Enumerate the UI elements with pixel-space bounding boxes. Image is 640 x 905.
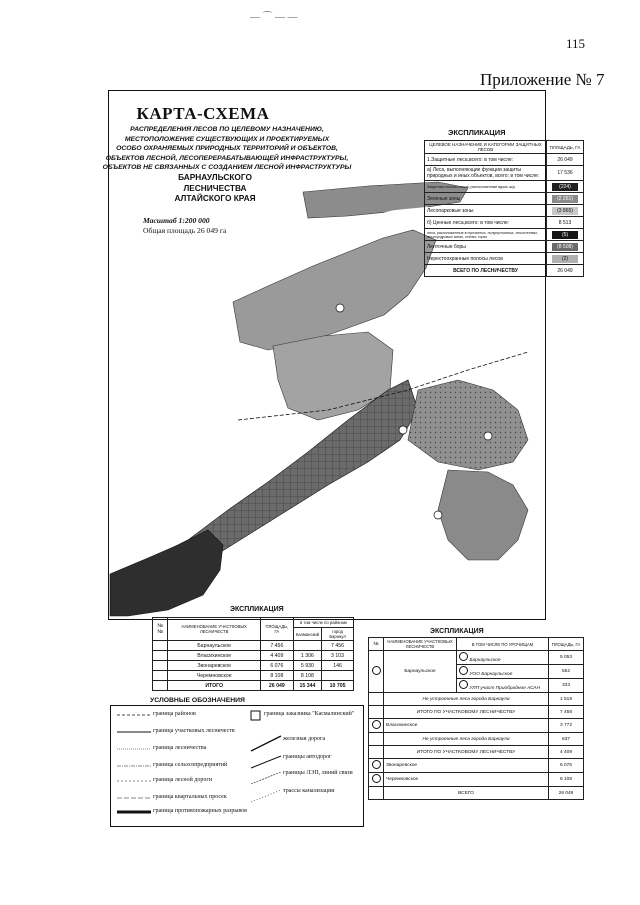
table-row: ИТОГО ПО УЧАСТКОВОМУ ЛЕСНИЧЕСТВУ 7 458 [369, 706, 584, 719]
explication-1-title: ЭКСПЛИКАЦИЯ [448, 128, 506, 137]
explication-3-table [368, 637, 584, 800]
tract-marker [459, 666, 468, 675]
block-marker [434, 511, 442, 519]
table-row: ВСЕГО ПО ЛЕСНИЧЕСТВУ 26 049 [425, 265, 584, 277]
legend-farm-border: граница сельхозпредприятий [153, 762, 228, 768]
table-row: Не устроенные леса города Барнаула 1 519 [369, 693, 584, 706]
table-header: № НАИМЕНОВАНИЕ УЧАСТКОВЫХ ЛЕСНИЧЕСТВ В ТОМ ЧИСЛЕ ПО УРОЧИЩАМ ПЛОЩАДЬ, ГА [369, 638, 584, 651]
block-marker [399, 426, 407, 434]
forestry-name: БАРНАУЛЬСКОГО ЛЕСНИЧЕСТВА АЛТАЙСКОГО КРАЯ [174, 172, 256, 203]
table-row: 1.Защитные леса,всего: в том числе: 26 049 [425, 154, 584, 166]
map-title: КАРТА-СХЕМА [136, 104, 270, 123]
district-marker [372, 774, 381, 783]
table-row: Нерестоохранные полосы лесов (2) [425, 253, 584, 265]
table-row: Черемновское 8 108 8 108 [153, 671, 354, 681]
map-scale: Масштаб 1:200 000 [143, 216, 210, 225]
table-row: УЛП участ Приобрадное АСАН 333 [369, 679, 584, 693]
table-row: б) Ценные леса,всего: в том числе: 8 513 [425, 217, 584, 229]
tract-marker [459, 680, 468, 689]
legend-power-lines: границы ЛЭП, линий связи [283, 770, 353, 776]
table-row: Власихинское 4 409 1 306 3 103 [153, 651, 354, 661]
table-row: ВСЕГО 26 049 [369, 787, 584, 800]
table-row: Черемновское 8 108 [369, 773, 584, 787]
legend-quarter-clearings: граница квартальных просек [153, 794, 227, 800]
forest-zone-southeast [438, 470, 528, 560]
table-header: Калманский город Барнаул [153, 628, 354, 641]
explication-2-table [152, 617, 354, 691]
table-row: Звонаревское 6 076 5 930 146 [153, 661, 354, 671]
district-marker [372, 720, 381, 729]
legend-sewer-routes: трассы канализации [283, 788, 335, 794]
table-row: ИТОГО ПО УЧАСТКОВОМУ ЛЕСНИЧЕСТВУ 4 409 [369, 746, 584, 759]
table-row: УОО Барнаульское 552 [369, 665, 584, 679]
map-subtitle: РАСПРЕДЕЛЕНИЯ ЛЕСОВ ПО ЦЕЛЕВОМУ НАЗНАЧЕНИЮ, МЕСТОПОЛОЖЕНИЕ СУЩЕСТВУЮЩИХ И ПРОЕКТИРУЕМЫХ ОСОБО ОХРАНЯЕМЫХ ПРИРОДНЫХ ТЕРРИТОРИЙ И ОБЪЕКТОВ, ОБЪЕКТОВ ЛЕСНОЙ, ЛЕСОПЕРЕРАБАТЫВАЮЩЕЙ ИНФРАСТРУКТУРЫ, ОБЪЕКТОВ НЕ СВЯЗАННЫХ С СОЗДАНИЕМ ЛЕСНОЙ ИНФРАСТРУКТУРЫ [102, 126, 352, 172]
appendix-label: Приложение № 7 [480, 70, 605, 89]
table-row: леса, расположенные в пустынных, полупустынных, лесостепных, лесотундровых зонах, степях, горах (5) [425, 229, 584, 241]
legend-box [110, 705, 364, 827]
legend-firebreaks: граница противопожарных разрывов [153, 808, 247, 814]
legend-railway: железная дорога [283, 736, 326, 742]
legend-forest-district-border: граница участковых лесничеств [153, 728, 235, 734]
explication-2-title: ЭКСПЛИКАЦИЯ [230, 606, 284, 613]
forest-zone-southwest [110, 530, 223, 616]
legend-forestry-border: граница лесничества [153, 745, 207, 751]
legend-reserve-border: граница заказника "Касмалинский" [264, 711, 355, 717]
table-row: Лесопарковые зоны (3 865) [425, 205, 584, 217]
table-row: Зеленые зоны (2 261) [425, 193, 584, 205]
total-area: Общая площадь 26 049 га [143, 226, 227, 235]
block-marker [336, 304, 344, 312]
table-row: а) Леса, выполняющие функции защиты природных и иных объектов, всего: в том числе: 17 536 [425, 166, 584, 181]
legend-district-border: граница районов [153, 711, 196, 717]
table-row: Барнаульское Барнаульское 5 053 [369, 651, 584, 665]
table-row: ИТОГО 26 049 15 344 10 705 [153, 681, 354, 691]
block-marker [484, 432, 492, 440]
forest-zone-central [233, 230, 436, 350]
page-number: 115 [566, 36, 586, 51]
legend-forest-road: граница лесной дороги [153, 777, 213, 783]
table-row: Не устроенные леса города Барнаула 637 [369, 733, 584, 746]
top-scribble: — ⌒ — — [250, 12, 298, 23]
district-marker [372, 666, 381, 675]
table-header: №№ НАИМЕНОВАНИЕ УЧАСТКОВЫХ ЛЕСНИЧЕСТВ ПЛОЩАДЬ, ГА в том числе по районам [153, 618, 354, 628]
table-header: ЦЕЛЕВОЕ НАЗНАЧЕНИЕ И КАТЕГОРИИ ЗАЩИТНЫХ ЛЕСОВ ПЛОЩАДЬ, ГА [425, 141, 584, 154]
legend-title: УСЛОВНЫЕ ОБОЗНАЧЕНИЯ [150, 697, 245, 704]
district-marker [372, 760, 381, 769]
table-row: Барнаульское 7 456 7 456 [153, 641, 354, 651]
legend-highways: границы автодорог [283, 754, 332, 760]
table-row: Защитные полосы лесов, расположенные вдоль ж/д (224) [425, 181, 584, 193]
explication-1-table [424, 140, 584, 277]
table-row: Ленточные боры (8 508) [425, 241, 584, 253]
forest-zone-east [408, 380, 528, 470]
table-row: Власихинское 3 772 [369, 719, 584, 733]
tract-marker [459, 652, 468, 661]
table-row: Звонаревское 6 076 [369, 759, 584, 773]
explication-3-title: ЭКСПЛИКАЦИЯ [430, 628, 484, 635]
